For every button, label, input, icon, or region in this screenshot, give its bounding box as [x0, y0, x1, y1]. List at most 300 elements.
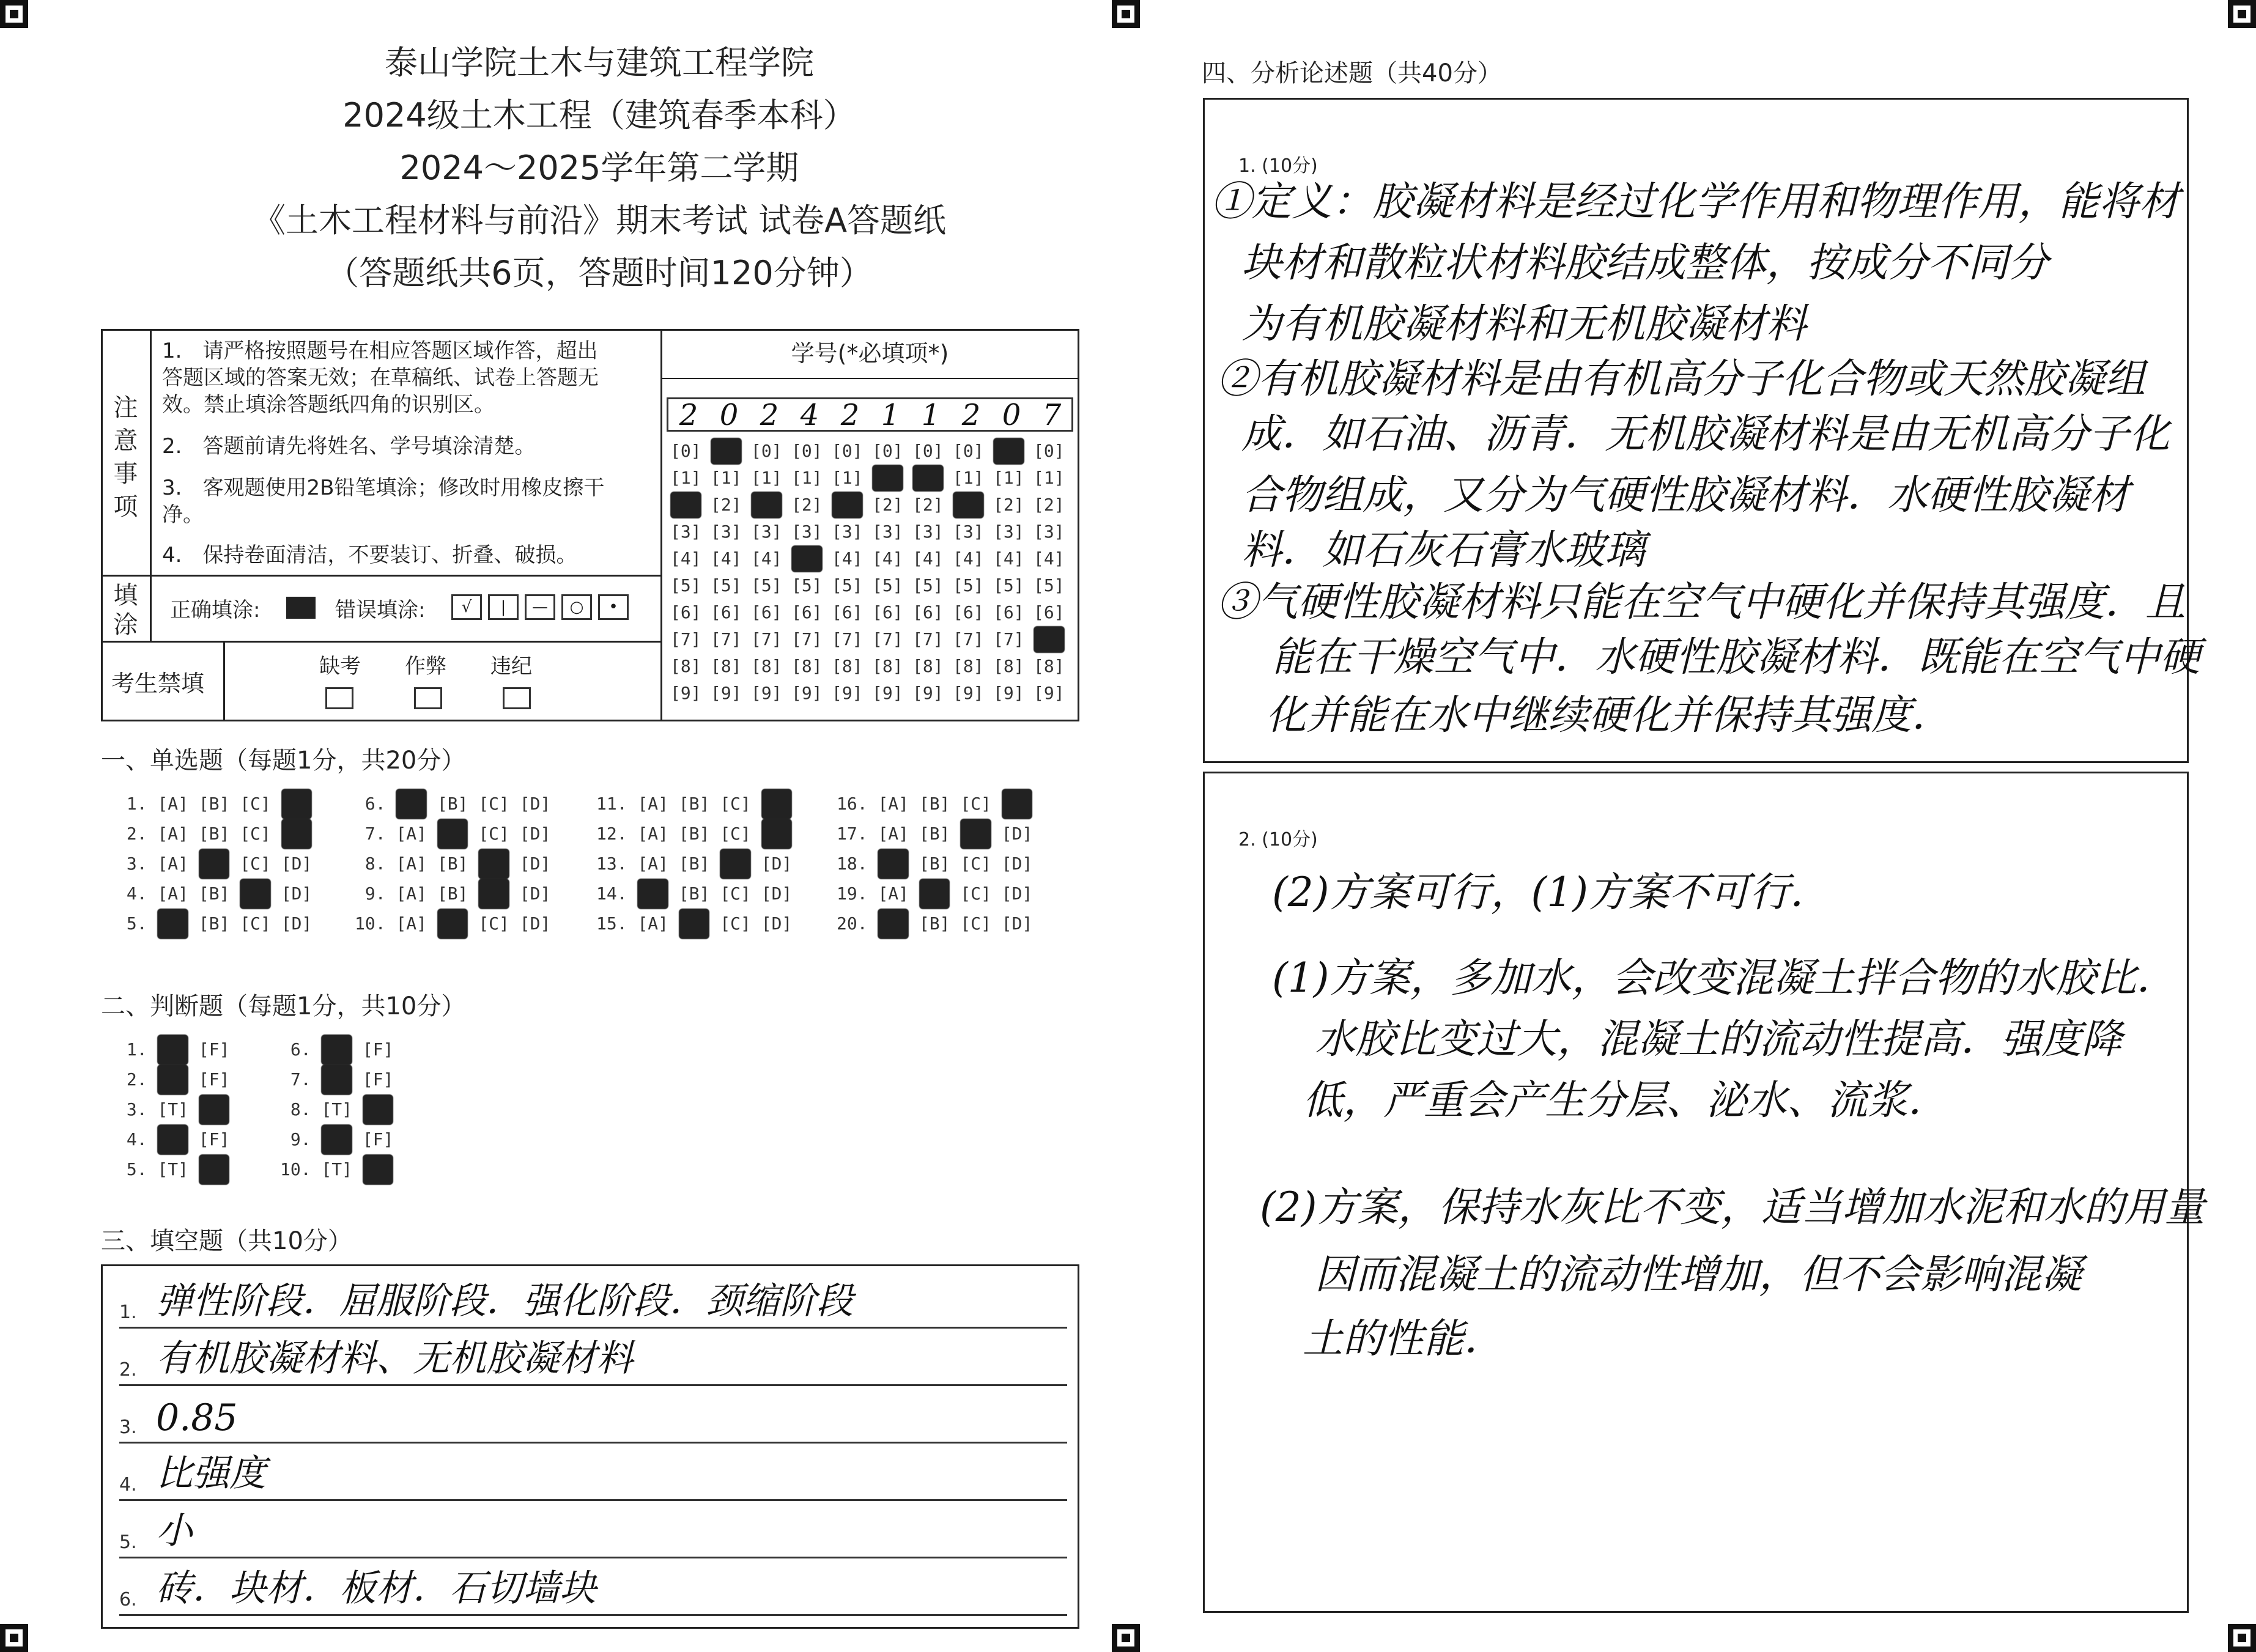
- mc-option-a[interactable]: [A]: [878, 883, 909, 904]
- mc-question-row: [837, 909, 1043, 939]
- tf-question-number: 4.: [116, 1129, 158, 1149]
- mc-option-b[interactable]: [679, 909, 710, 939]
- fill-blank-answer: 小: [156, 1510, 193, 1552]
- corner-mark-top-left: [0, 0, 28, 28]
- fill-blank-answer: 0.85: [156, 1396, 238, 1439]
- mc-option-a[interactable]: [A]: [157, 794, 189, 814]
- id-bubble[interactable]: [8]: [791, 656, 823, 676]
- mc-option-a[interactable]: [A]: [396, 913, 427, 934]
- handwritten-answer-line: 合物组成，又分为气硬性胶凝材料．水硬性胶凝材: [1241, 471, 2129, 518]
- id-bubble[interactable]: [4]: [953, 548, 984, 569]
- id-bubble[interactable]: [0]: [953, 441, 984, 461]
- note-1: 1. 请严格按照题号在相应答题区域作答，超出答题区域的答案无效；在草稿纸、试卷上答题无效。禁止填涂答题纸四角的识别区。: [162, 339, 599, 417]
- handwritten-answer-line: 低，严重会产生分层、泌水、流浆．: [1303, 1077, 1948, 1124]
- id-bubble[interactable]: [4]: [751, 548, 782, 569]
- student-id-bubble-column: [993, 438, 1024, 707]
- id-bubble[interactable]: [5]: [872, 575, 903, 596]
- id-bubble[interactable]: [8]: [751, 656, 782, 676]
- fill-blank-number: 6.: [119, 1589, 137, 1610]
- id-bubble[interactable]: [8]: [993, 656, 1024, 676]
- mc-option-b[interactable]: [B]: [919, 854, 950, 874]
- mc-option-a[interactable]: [A]: [637, 913, 669, 934]
- tf-option-f[interactable]: [F]: [362, 1069, 394, 1090]
- q2-label: 2. (10分): [1238, 829, 1318, 850]
- student-id-label: 学号(*必填项*): [791, 340, 949, 367]
- fill-blank-number: 5.: [119, 1532, 137, 1553]
- mc-option-b[interactable]: [B]: [919, 824, 950, 844]
- handwritten-answer-line: 因而混凝土的流动性增加，但不会影响混凝: [1315, 1251, 2082, 1298]
- mc-option-a[interactable]: [A]: [157, 883, 189, 904]
- id-bubble[interactable]: [5]: [1034, 575, 1065, 596]
- mc-option-b[interactable]: [B]: [919, 794, 950, 814]
- id-bubble[interactable]: [8]: [670, 656, 701, 676]
- mc-question-number: 12.: [596, 824, 638, 844]
- section1-title: 一、单选题（每题1分，共20分）: [101, 747, 466, 775]
- id-bubble[interactable]: [7]: [872, 629, 903, 649]
- id-bubble[interactable]: [0]: [1034, 441, 1065, 461]
- fill-blank-number: 1.: [119, 1302, 137, 1323]
- mc-question-row: [355, 909, 561, 939]
- mc-option-d[interactable]: [D]: [519, 824, 551, 844]
- id-bubble[interactable]: [5]: [791, 575, 823, 596]
- id-bubble[interactable]: [3]: [791, 522, 823, 542]
- mc-option-d[interactable]: [D]: [519, 883, 551, 904]
- tf-option-f[interactable]: [363, 1094, 394, 1125]
- tf-option-f[interactable]: [F]: [198, 1129, 230, 1149]
- id-bubble[interactable]: [7]: [832, 629, 863, 649]
- id-bubble[interactable]: [993, 438, 1024, 465]
- id-bubble[interactable]: [0]: [872, 441, 903, 461]
- id-bubble[interactable]: [4]: [993, 548, 1024, 569]
- id-bubble[interactable]: [9]: [872, 683, 903, 703]
- id-bubble[interactable]: [8]: [953, 656, 984, 676]
- tf-question-row: [116, 1094, 240, 1125]
- tf-option-t[interactable]: [157, 1124, 188, 1155]
- id-bubble[interactable]: [7]: [711, 629, 742, 649]
- id-bubble[interactable]: [6]: [791, 602, 823, 622]
- tf-option-f[interactable]: [199, 1094, 230, 1125]
- corner-mark-top-right: [2228, 0, 2256, 28]
- mc-option-c[interactable]: [C]: [240, 913, 271, 934]
- tf-question-row: [116, 1064, 240, 1095]
- wrong-fill-samples: [451, 594, 635, 620]
- mc-question-row: [596, 789, 802, 819]
- fill-blank-answer: 砖．块材．板材．石切墙块: [156, 1567, 596, 1610]
- mc-option-b[interactable]: [B]: [919, 913, 950, 934]
- fill-blank-row: [119, 1327, 1067, 1386]
- section4-title: 四、分析论述题（共40分）: [1202, 59, 1502, 87]
- id-bubble[interactable]: [0]: [832, 441, 863, 461]
- mc-option-d[interactable]: [D]: [1001, 913, 1033, 934]
- id-bubble[interactable]: [6]: [993, 602, 1024, 622]
- handwritten-answer-line: (2)方案可行，(1)方案不可行．: [1272, 869, 1830, 916]
- id-bubble[interactable]: [6]: [912, 602, 944, 622]
- id-bubble[interactable]: [3]: [832, 522, 863, 542]
- id-bubble[interactable]: [1]: [751, 468, 782, 488]
- section3-title: 三、填空题（共10分）: [101, 1227, 352, 1255]
- tf-option-t[interactable]: [T]: [321, 1159, 353, 1179]
- mc-option-a[interactable]: [A]: [396, 824, 427, 844]
- tf-option-f[interactable]: [199, 1154, 230, 1185]
- id-bubble[interactable]: [1]: [670, 468, 701, 488]
- mc-option-c[interactable]: [478, 879, 509, 909]
- id-bubble[interactable]: [912, 465, 944, 492]
- id-bubble[interactable]: [7]: [953, 629, 984, 649]
- mc-option-c[interactable]: [C]: [478, 913, 509, 934]
- wrong-fill-dash: —: [525, 594, 555, 620]
- handwritten-answer-line: 土的性能．: [1303, 1315, 1504, 1362]
- id-bubble[interactable]: [4]: [711, 548, 742, 569]
- fill-blank-answer: 弹性阶段．屈服阶段．强化阶段．颈缩阶段: [156, 1280, 853, 1322]
- id-bubble[interactable]: [2]: [711, 495, 742, 515]
- mc-option-d[interactable]: [1002, 789, 1033, 819]
- id-bubble[interactable]: [791, 545, 823, 572]
- tf-option-t[interactable]: [321, 1034, 352, 1065]
- tf-option-t[interactable]: [321, 1124, 352, 1155]
- mc-option-c[interactable]: [C]: [478, 794, 509, 814]
- mc-option-b[interactable]: [199, 849, 230, 879]
- tf-option-t[interactable]: [157, 1064, 188, 1095]
- mc-option-a[interactable]: [A]: [396, 854, 427, 874]
- tf-question-number: 6.: [280, 1039, 322, 1060]
- handwritten-answer-line: 块材和散粒状材料胶结成整体，按成分不同分: [1241, 239, 2049, 286]
- id-bubble[interactable]: [751, 492, 782, 518]
- correct-fill-label: 正确填涂:: [170, 598, 261, 622]
- mc-question-number: 6.: [355, 794, 396, 814]
- id-bubble[interactable]: [7]: [993, 629, 1024, 649]
- mc-question-row: [837, 879, 1043, 909]
- forbidden-label: 考生禁填: [111, 670, 205, 697]
- id-bubble[interactable]: [7]: [751, 629, 782, 649]
- tf-option-f[interactable]: [363, 1154, 394, 1185]
- id-bubble[interactable]: [6]: [832, 602, 863, 622]
- fill-blank-answer: 比强度: [156, 1452, 266, 1495]
- id-bubble[interactable]: [2]: [1034, 495, 1065, 515]
- mc-question-row: [355, 849, 561, 879]
- id-bubble[interactable]: [711, 438, 742, 465]
- cheat-checkbox[interactable]: [414, 687, 442, 712]
- mc-question-row: [596, 849, 802, 879]
- mc-option-d[interactable]: [281, 819, 313, 849]
- student-id-bubble-column: [912, 438, 944, 707]
- id-bubble[interactable]: [0]: [751, 441, 782, 461]
- mc-option-c[interactable]: [C]: [240, 824, 271, 844]
- id-bubble[interactable]: [1]: [832, 468, 863, 488]
- id-bubble[interactable]: [1]: [993, 468, 1024, 488]
- id-bubble[interactable]: [8]: [872, 656, 903, 676]
- tf-question-number: 1.: [116, 1039, 158, 1060]
- id-bubble[interactable]: [6]: [751, 602, 782, 622]
- id-bubble[interactable]: [7]: [791, 629, 823, 649]
- absent-checkbox[interactable]: [325, 687, 353, 712]
- mc-option-a[interactable]: [878, 849, 909, 879]
- id-bubble[interactable]: [872, 465, 903, 492]
- fill-blank-row: [119, 1499, 1067, 1558]
- mc-question-row: [116, 879, 322, 909]
- id-bubble[interactable]: [2]: [912, 495, 944, 515]
- mc-option-c[interactable]: [C]: [720, 883, 751, 904]
- mc-option-c[interactable]: [C]: [240, 794, 271, 814]
- mc-option-c[interactable]: [720, 849, 751, 879]
- tf-option-t[interactable]: [321, 1064, 352, 1095]
- tf-option-t[interactable]: [T]: [321, 1099, 353, 1119]
- id-bubble[interactable]: [7]: [670, 629, 701, 649]
- mc-question-row: [116, 849, 322, 879]
- id-bubble[interactable]: [4]: [1034, 548, 1065, 569]
- section2-title: 二、判断题（每题1分，共10分）: [101, 992, 466, 1020]
- tf-question-number: 5.: [116, 1159, 158, 1179]
- tf-option-f[interactable]: [F]: [198, 1039, 230, 1060]
- mc-option-b[interactable]: [B]: [678, 883, 710, 904]
- id-bubble[interactable]: [3]: [1034, 522, 1065, 542]
- mc-option-b[interactable]: [B]: [198, 913, 230, 934]
- mc-question-row: [837, 819, 1043, 849]
- mc-option-b[interactable]: [B]: [437, 883, 468, 904]
- handwritten-answer-line: 水胶比变过大，混凝土的流动性提高．强度降: [1315, 1016, 2122, 1063]
- student-id-bubble-column: [791, 438, 823, 707]
- id-bubble[interactable]: [7]: [912, 629, 944, 649]
- mc-option-a[interactable]: [A]: [637, 824, 669, 844]
- violation-checkbox[interactable]: [503, 687, 531, 712]
- id-bubble[interactable]: [1]: [1034, 468, 1065, 488]
- tf-question-number: 9.: [280, 1129, 322, 1149]
- mc-question-row: [116, 909, 322, 939]
- note-3: 3. 客观题使用2B铅笔填涂；修改时用橡皮擦干净。: [162, 476, 605, 527]
- mc-question-row: [355, 819, 561, 849]
- mc-option-b[interactable]: [B]: [437, 854, 468, 874]
- tf-question-number: 10.: [280, 1159, 322, 1179]
- id-bubble[interactable]: [3]: [993, 522, 1024, 542]
- mc-option-c[interactable]: [C]: [720, 824, 751, 844]
- id-bubble[interactable]: [3]: [953, 522, 984, 542]
- mc-option-d[interactable]: [D]: [1001, 883, 1033, 904]
- exam-title: 《土木工程材料与前沿》期末考试 试卷A答题纸: [252, 201, 947, 240]
- mc-option-c[interactable]: [C]: [960, 883, 991, 904]
- fill-blank-row: [119, 1384, 1067, 1444]
- mc-option-b[interactable]: [B]: [198, 883, 230, 904]
- id-bubble[interactable]: [1]: [711, 468, 742, 488]
- id-bubble[interactable]: [6]: [1034, 602, 1065, 622]
- handwritten-answer-line: 能在干燥空气中．水硬性胶凝材料．既能在空气中硬: [1272, 633, 2200, 680]
- exam-info: （答题纸共6页，答题时间120分钟）: [326, 254, 873, 292]
- id-bubble[interactable]: [0]: [670, 441, 701, 461]
- wrong-fill-dot: •: [598, 594, 629, 620]
- id-bubble[interactable]: [9]: [993, 683, 1024, 703]
- id-bubble[interactable]: [9]: [670, 683, 701, 703]
- corner-mark-top-center: [1112, 0, 1140, 28]
- mc-option-d[interactable]: [761, 819, 793, 849]
- student-id-bubble-column: [670, 438, 701, 707]
- tf-option-f[interactable]: [F]: [362, 1129, 394, 1149]
- id-bubble[interactable]: [4]: [832, 548, 863, 569]
- mc-question-row: [596, 819, 802, 849]
- mc-option-c[interactable]: [C]: [720, 913, 751, 934]
- cheat-label: 作弊: [405, 654, 446, 679]
- mc-option-d[interactable]: [D]: [281, 913, 313, 934]
- tf-question-number: 7.: [280, 1069, 322, 1090]
- mc-option-d[interactable]: [D]: [761, 883, 793, 904]
- id-bubble[interactable]: [953, 492, 984, 518]
- wrong-fill-check: √: [451, 594, 482, 620]
- handwritten-answer-line: (1)方案，多加水，会改变混凝土拌合物的水胶比．: [1272, 954, 2177, 1001]
- mc-option-d[interactable]: [281, 789, 313, 819]
- student-id-bubble-column: [751, 438, 782, 707]
- corner-mark-bottom-right: [2228, 1624, 2256, 1652]
- handwritten-answer-line: 成．如石油、沥青．无机胶凝材料是由无机高分子化: [1241, 410, 2170, 457]
- mc-option-d[interactable]: [D]: [519, 913, 551, 934]
- student-id-bubble-column: [832, 438, 863, 707]
- id-bubble[interactable]: [6]: [872, 602, 903, 622]
- mc-option-a[interactable]: [396, 789, 427, 819]
- mc-option-a[interactable]: [A]: [157, 854, 189, 874]
- id-bubble[interactable]: [1]: [791, 468, 823, 488]
- id-bubble[interactable]: [6]: [670, 602, 701, 622]
- notes-label: 注意事项: [113, 394, 138, 521]
- mc-option-d[interactable]: [D]: [281, 854, 313, 874]
- mc-option-a[interactable]: [637, 879, 668, 909]
- id-bubble[interactable]: [9]: [791, 683, 823, 703]
- tf-question-number: 2.: [116, 1069, 158, 1090]
- tf-question-row: [280, 1034, 404, 1065]
- id-bubble[interactable]: [4]: [670, 548, 701, 569]
- tf-option-t[interactable]: [157, 1034, 188, 1065]
- mc-option-d[interactable]: [D]: [519, 794, 551, 814]
- mc-option-c[interactable]: [C]: [478, 824, 509, 844]
- violation-label: 违纪: [490, 654, 532, 679]
- mc-option-c[interactable]: [960, 819, 991, 849]
- mc-option-b[interactable]: [B]: [198, 794, 230, 814]
- mc-question-number: 11.: [596, 794, 638, 814]
- id-bubble[interactable]: [1034, 626, 1065, 653]
- tf-question-row: [116, 1034, 240, 1065]
- fill-blank-number: 2.: [119, 1359, 137, 1381]
- id-bubble[interactable]: [5]: [670, 575, 701, 596]
- mc-option-c[interactable]: [C]: [720, 794, 751, 814]
- id-bubble[interactable]: [4]: [912, 548, 944, 569]
- id-bubble[interactable]: [8]: [912, 656, 944, 676]
- id-bubble[interactable]: [9]: [953, 683, 984, 703]
- mc-option-a[interactable]: [157, 909, 188, 939]
- id-bubble[interactable]: [9]: [832, 683, 863, 703]
- id-bubble[interactable]: [670, 492, 701, 518]
- tf-option-f[interactable]: [F]: [362, 1039, 394, 1060]
- id-bubble[interactable]: [6]: [711, 602, 742, 622]
- id-bubble[interactable]: [3]: [912, 522, 944, 542]
- mc-question-row: [596, 909, 802, 939]
- id-bubble[interactable]: [5]: [711, 575, 742, 596]
- mc-option-c[interactable]: [478, 849, 509, 879]
- fill-blank-answer: 有机胶凝材料、无机胶凝材料: [156, 1337, 633, 1380]
- tf-option-f[interactable]: [F]: [198, 1069, 230, 1090]
- mc-option-b[interactable]: [B]: [678, 824, 710, 844]
- mc-question-number: 10.: [355, 913, 396, 934]
- mc-option-a[interactable]: [A]: [878, 824, 909, 844]
- id-bubble[interactable]: [3]: [751, 522, 782, 542]
- mc-option-b[interactable]: [B]: [198, 824, 230, 844]
- id-bubble[interactable]: [1]: [953, 468, 984, 488]
- student-id-bubble-column: [872, 438, 903, 707]
- id-bubble[interactable]: [5]: [751, 575, 782, 596]
- mc-option-d[interactable]: [D]: [1001, 824, 1033, 844]
- mc-question-number: 13.: [596, 854, 638, 874]
- mc-question-number: 9.: [355, 883, 396, 904]
- mc-option-b[interactable]: [919, 879, 950, 909]
- mc-option-a[interactable]: [878, 909, 909, 939]
- id-bubble[interactable]: [8]: [1034, 656, 1065, 676]
- id-bubble[interactable]: [0]: [791, 441, 823, 461]
- id-bubble[interactable]: [9]: [1034, 683, 1065, 703]
- id-bubble[interactable]: [9]: [751, 683, 782, 703]
- mc-option-b[interactable]: [B]: [678, 794, 710, 814]
- id-bubble[interactable]: [832, 492, 863, 518]
- id-bubble[interactable]: [9]: [711, 683, 742, 703]
- mc-option-b[interactable]: [B]: [437, 794, 468, 814]
- id-bubble[interactable]: [5]: [993, 575, 1024, 596]
- mc-option-c[interactable]: [C]: [960, 854, 991, 874]
- id-bubble[interactable]: [0]: [912, 441, 944, 461]
- id-bubble[interactable]: [5]: [912, 575, 944, 596]
- mc-question-number: 14.: [596, 883, 638, 904]
- mc-option-a[interactable]: [A]: [396, 883, 427, 904]
- id-bubble[interactable]: [2]: [791, 495, 823, 515]
- id-bubble[interactable]: [2]: [993, 495, 1024, 515]
- handwritten-answer-line: 化并能在水中继续硬化并保持其强度．: [1266, 691, 1952, 739]
- mc-option-b[interactable]: [B]: [678, 854, 710, 874]
- id-bubble[interactable]: [3]: [872, 522, 903, 542]
- id-bubble[interactable]: [4]: [872, 548, 903, 569]
- mc-option-a[interactable]: [A]: [637, 854, 669, 874]
- mc-option-d[interactable]: [D]: [761, 913, 793, 934]
- id-bubble[interactable]: [9]: [912, 683, 944, 703]
- id-bubble[interactable]: [6]: [953, 602, 984, 622]
- id-bubble[interactable]: [8]: [832, 656, 863, 676]
- id-bubble[interactable]: [3]: [670, 522, 701, 542]
- mc-option-d[interactable]: [761, 789, 793, 819]
- student-id-digit: 2: [840, 398, 860, 432]
- mc-question-number: 8.: [355, 854, 396, 874]
- id-bubble[interactable]: [3]: [711, 522, 742, 542]
- mc-option-d[interactable]: [D]: [761, 854, 793, 874]
- mc-option-b[interactable]: [437, 819, 468, 849]
- tf-option-t[interactable]: [T]: [157, 1159, 189, 1179]
- mc-option-c[interactable]: [C]: [960, 794, 991, 814]
- handwritten-answer-line: (2)方案，保持水灰比不变，适当增加水泥和水的用量: [1260, 1184, 2205, 1231]
- mc-option-c[interactable]: [C]: [240, 854, 271, 874]
- mc-option-a[interactable]: [A]: [637, 794, 669, 814]
- mc-option-d[interactable]: [D]: [281, 883, 313, 904]
- student-id-digit: 2: [760, 398, 779, 432]
- absent-label: 缺考: [319, 654, 361, 679]
- mc-option-d[interactable]: [D]: [519, 854, 551, 874]
- mc-option-c[interactable]: [C]: [960, 913, 991, 934]
- mc-option-c[interactable]: [240, 879, 271, 909]
- tf-question-row: [280, 1154, 404, 1185]
- mc-option-a[interactable]: [A]: [157, 824, 189, 844]
- mc-question-number: 19.: [837, 883, 878, 904]
- fill-blank-row: [119, 1269, 1067, 1329]
- mc-question-number: 18.: [837, 854, 878, 874]
- id-bubble[interactable]: [8]: [711, 656, 742, 676]
- mc-option-b[interactable]: [437, 909, 468, 939]
- id-bubble[interactable]: [5]: [953, 575, 984, 596]
- mc-question-row: [596, 879, 802, 909]
- id-bubble[interactable]: [2]: [872, 495, 903, 515]
- mc-option-a[interactable]: [A]: [878, 794, 909, 814]
- handwritten-answer-line: 料．如石灰石膏水玻璃: [1241, 526, 1645, 573]
- id-bubble[interactable]: [5]: [832, 575, 863, 596]
- tf-option-t[interactable]: [T]: [157, 1099, 189, 1119]
- mc-option-d[interactable]: [D]: [1001, 854, 1033, 874]
